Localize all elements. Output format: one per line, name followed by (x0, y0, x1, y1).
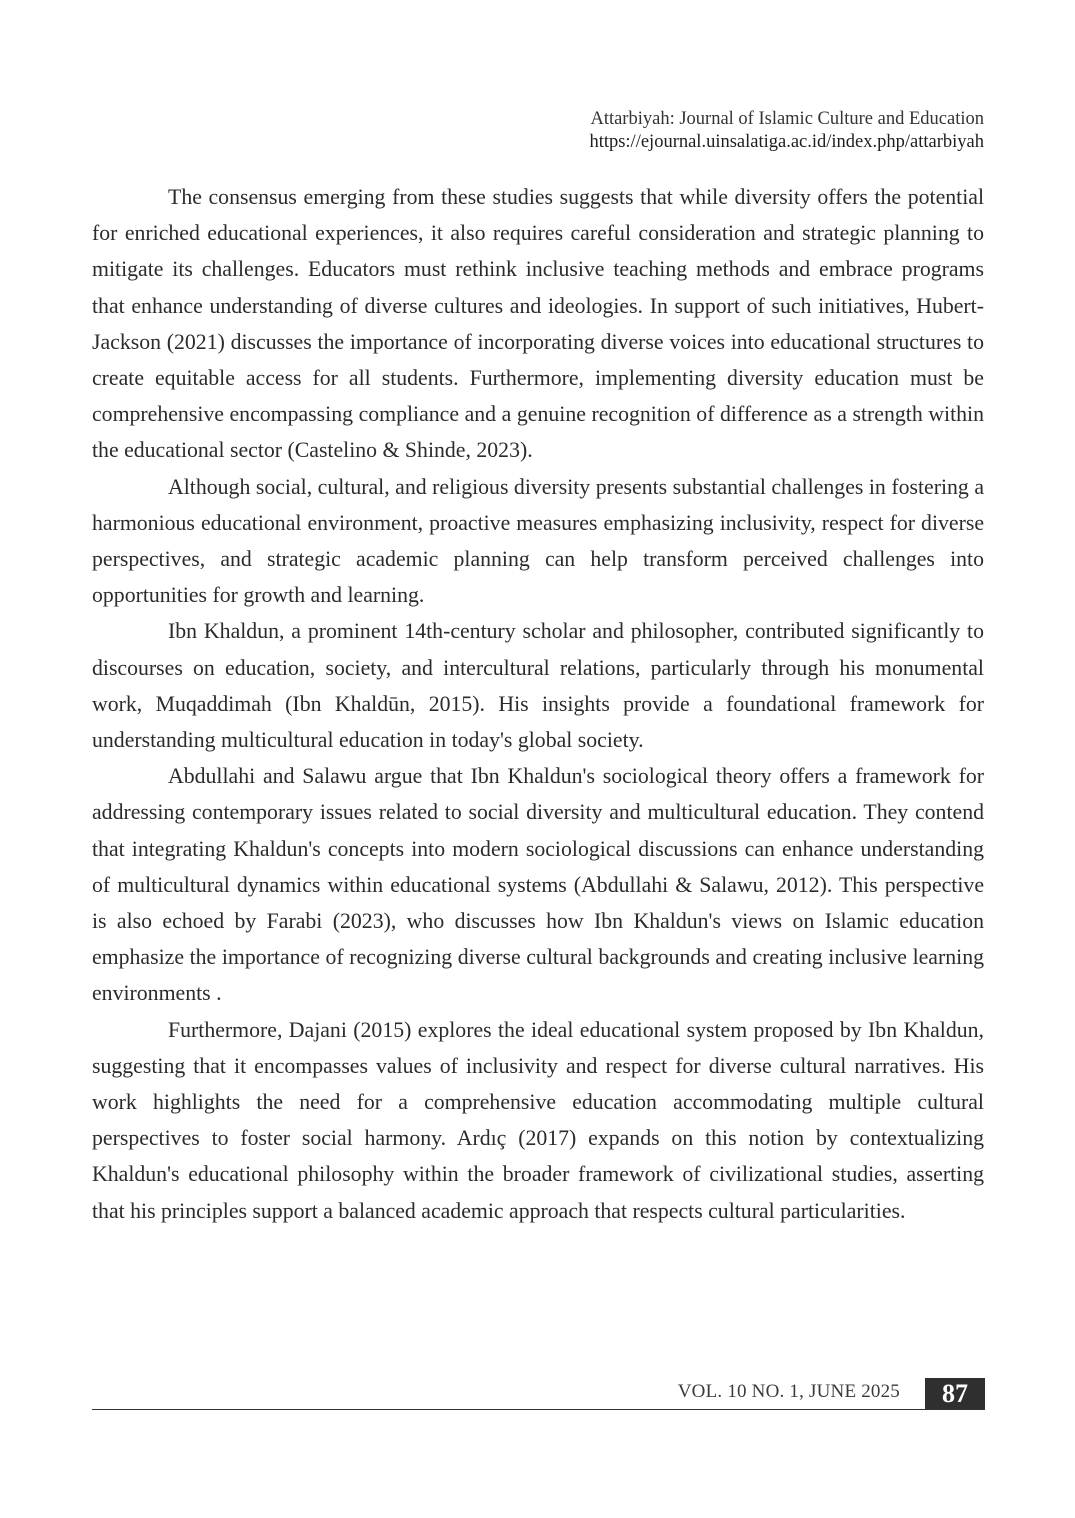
journal-url: https://ejournal.uinsalatiga.ac.id/index.php/attarbiyah (589, 132, 984, 152)
paragraph: Abdullahi and Salawu argue that Ibn Khaldun's sociological theory offers a framework for addressing contemporary issues related to social diversity and multicultural education. They contend that integrating Khaldun's concepts into modern sociological discussions can enhance understanding of multicultural dynamics within educational systems (Abdullahi & Salawu, 2012). This perspective is also echoed by Farabi (2023), who discusses how Ibn Khaldun's views on Islamic education emphasize the importance of recognizing diverse cultural backgrounds and creating inclusive learning environments . (92, 764, 984, 1006)
body-text (92, 179, 984, 1229)
journal-title: Attarbiyah: Journal of Islamic Culture and Education (590, 109, 984, 129)
paragraph: Ibn Khaldun, a prominent 14th-century scholar and philosopher, contributed significantly to discourses on education, society, and intercultural relations, particularly through his monumental work, Muqaddimah (Ibn Khaldūn, 2015). His insights provide a foundational framework for understanding multicultural education in today's global society. (92, 619, 984, 753)
page-footer (92, 1378, 985, 1410)
paragraph: The consensus emerging from these studies suggests that while diversity offers the potential for enriched educational experiences, it also requires careful consideration and strategic planning to mitigate its challenges. Educators must rethink inclusive teaching methods and embrace programs that enhance understanding of diverse cultures and ideologies. In support of such initiatives, Hubert-Jackson (2021) discusses the importance of incorporating diverse voices into educational structures to create equitable access for all students. Furthermore, implementing diversity education must be comprehensive encompassing compliance and a genuine recognition of difference as a strength within the educational sector (Castelino & Shinde, 2023). (92, 185, 984, 463)
volume-issue: VOL. 10 NO. 1, JUNE 2025 (677, 1381, 900, 1402)
paragraph: Although social, cultural, and religious diversity presents substantial challenges in fostering a harmonious educational environment, proactive measures emphasizing inclusivity, respect for diverse perspectives, and strategic academic planning can help transform perceived challenges into opportunities for growth and learning. (92, 474, 984, 608)
page-number: 87 (925, 1378, 985, 1409)
running-header (589, 108, 984, 154)
paragraph: Furthermore, Dajani (2015) explores the ideal educational system proposed by Ibn Khaldun, suggesting that it encompasses values of inclusivity and respect for diverse cultural narratives. His work highlights the need for a comprehensive education accommodating multiple cultural perspectives to foster social harmony. Ardıç (2017) expands on this notion by contextualizing Khaldun's educational philosophy within the broader framework of civilizational studies, asserting that his principles support a balanced academic approach that respects cultural particularities. (92, 1017, 984, 1223)
